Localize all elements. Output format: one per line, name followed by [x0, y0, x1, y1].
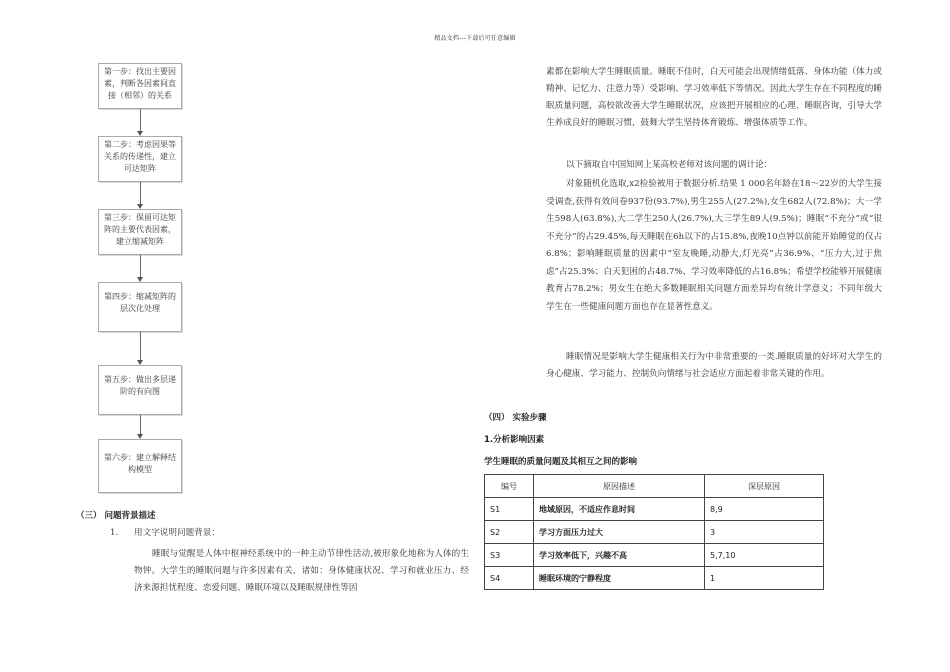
survey-quote: 对象随机化选取,x2检验被用于数据分析.结果 1 000名年龄在18～22岁的大学生接受调查,获得有效问卷937份(93.7%),男生255人(27.2%),女生682人(72.8%)；大一学生598人(63.8%),大二学生250人(26.7%),大三学生89人(9.5%)；睡眠“不充分”或“很不充分”的占29.45%,每天睡眠在6h以下的占15.8%,夜晚10点钟以前能开始睡觉的仅占6.8%；影响睡眠质量的因素中“室友晚睡,动静大,灯光亮”占36.9%、“压力大,过于焦虑”占25.3%；白天犯困的占48.7%、学习效率降低的占16.8%；希望学校能够开展健康教育占78.2%；男女生在绝大多数睡眠相关问题方面差异均有统计学意义；不同年级大学生在一些健康问题方面也存在显著性意义。 — [546, 179, 882, 312]
flowchart-connector — [140, 182, 141, 206]
table-cell: 1 — [705, 567, 824, 590]
column-header: 原因描述 — [534, 475, 705, 498]
factors-table — [484, 474, 824, 590]
table-cell: 5,7,10 — [705, 544, 824, 567]
flowchart-step-1: 第一步：找出主要因素，判断各因素间直接（相邻）的关系 — [98, 63, 182, 109]
flowchart-step-3: 第三步：保留可达矩阵的主要代表因素，建立缩减矩阵 — [98, 209, 182, 255]
table-cell: 地域原因，不适应作息时间 — [534, 498, 705, 521]
flowchart-connector — [140, 255, 141, 279]
flowchart-connector — [140, 332, 141, 362]
list-item-number: 1. — [110, 528, 119, 538]
table-cell: 8,9 — [705, 498, 824, 521]
flowchart-connector — [140, 415, 141, 436]
table-cell: S1 — [485, 498, 534, 521]
page-header: 精品文档---下载后可任意编辑 — [434, 35, 516, 42]
flowchart-step-5: 第五步：做出多层递阶的有向图 — [98, 365, 182, 415]
table-row — [485, 544, 824, 567]
table-row — [485, 567, 824, 590]
table-cell: 学习方面压力过大 — [534, 521, 705, 544]
flowchart-step-6: 第六步：建立解释结构模型 — [98, 439, 182, 493]
table-cell: 睡眠环境的宁静程度 — [534, 567, 705, 590]
section-title-background: （三） 问题背景描述 — [76, 511, 156, 521]
table-cell: S3 — [485, 544, 534, 567]
flowchart-step-4: 第四步：缩减矩阵的层次化处理 — [98, 282, 182, 332]
table-cell: 3 — [705, 521, 824, 544]
table-title: 学生睡眠的质量问题及其相互之间的影响 — [484, 457, 638, 467]
table-row — [485, 521, 824, 544]
column-header: 编号 — [485, 475, 534, 498]
flowchart-step-2: 第二步：考虑因果等关系的传递性，建立可达矩阵 — [98, 136, 182, 182]
column-header: 深层原因 — [705, 475, 824, 498]
section-title-steps: （四） 实验步骤 — [484, 413, 547, 423]
right-paragraph-4: 睡眠情况是影响大学生健康相关行为中非常重要的一类.睡眠质量的好坏对大学生的身心健康、学习能力、控制负向情绪与社会适应方面起着非常关键的作用。 — [546, 352, 882, 379]
table-cell: S2 — [485, 521, 534, 544]
table-cell: 学习效率低下，兴趣不高 — [534, 544, 705, 567]
background-paragraph: 睡眠与觉醒是人体中枢神经系统中的一种主动节律性活动,被形象化地称为人体的生物钟。大学生的睡眠问题与许多因素有关，诸如：身体健康状况、学习和就业压力、经济来源担忧程度、恋爱问题、睡眠环境以及睡眠规律性等因 — [134, 549, 469, 593]
subsection-title: 1.分析影响因素 — [484, 435, 545, 445]
table-row — [485, 498, 824, 521]
table-cell: S4 — [485, 567, 534, 590]
right-paragraph-1: 素都在影响大学生睡眠质量。睡眠不佳时，白天可能会出现情绪低落、身体功能（体力或精神、记忆力、注意力等）受影响、学习效率低下等情况。因此大学生存在不同程度的睡眠质量问题，高校欲改善大学生睡眠状况，应该把开展相应的心理、睡眠咨询，引导大学生养成良好的睡眠习惯，鼓舞大学生坚持体育锻炼、增强体质等工作。 — [546, 67, 882, 128]
flowchart-connector — [140, 109, 141, 133]
list-item-text: 用文字说明问题背景： — [134, 528, 220, 538]
right-paragraph-2: 以下摘取自中国知网上某高校老师对该问题的调计论： — [566, 160, 773, 170]
table-header-row — [485, 475, 824, 498]
